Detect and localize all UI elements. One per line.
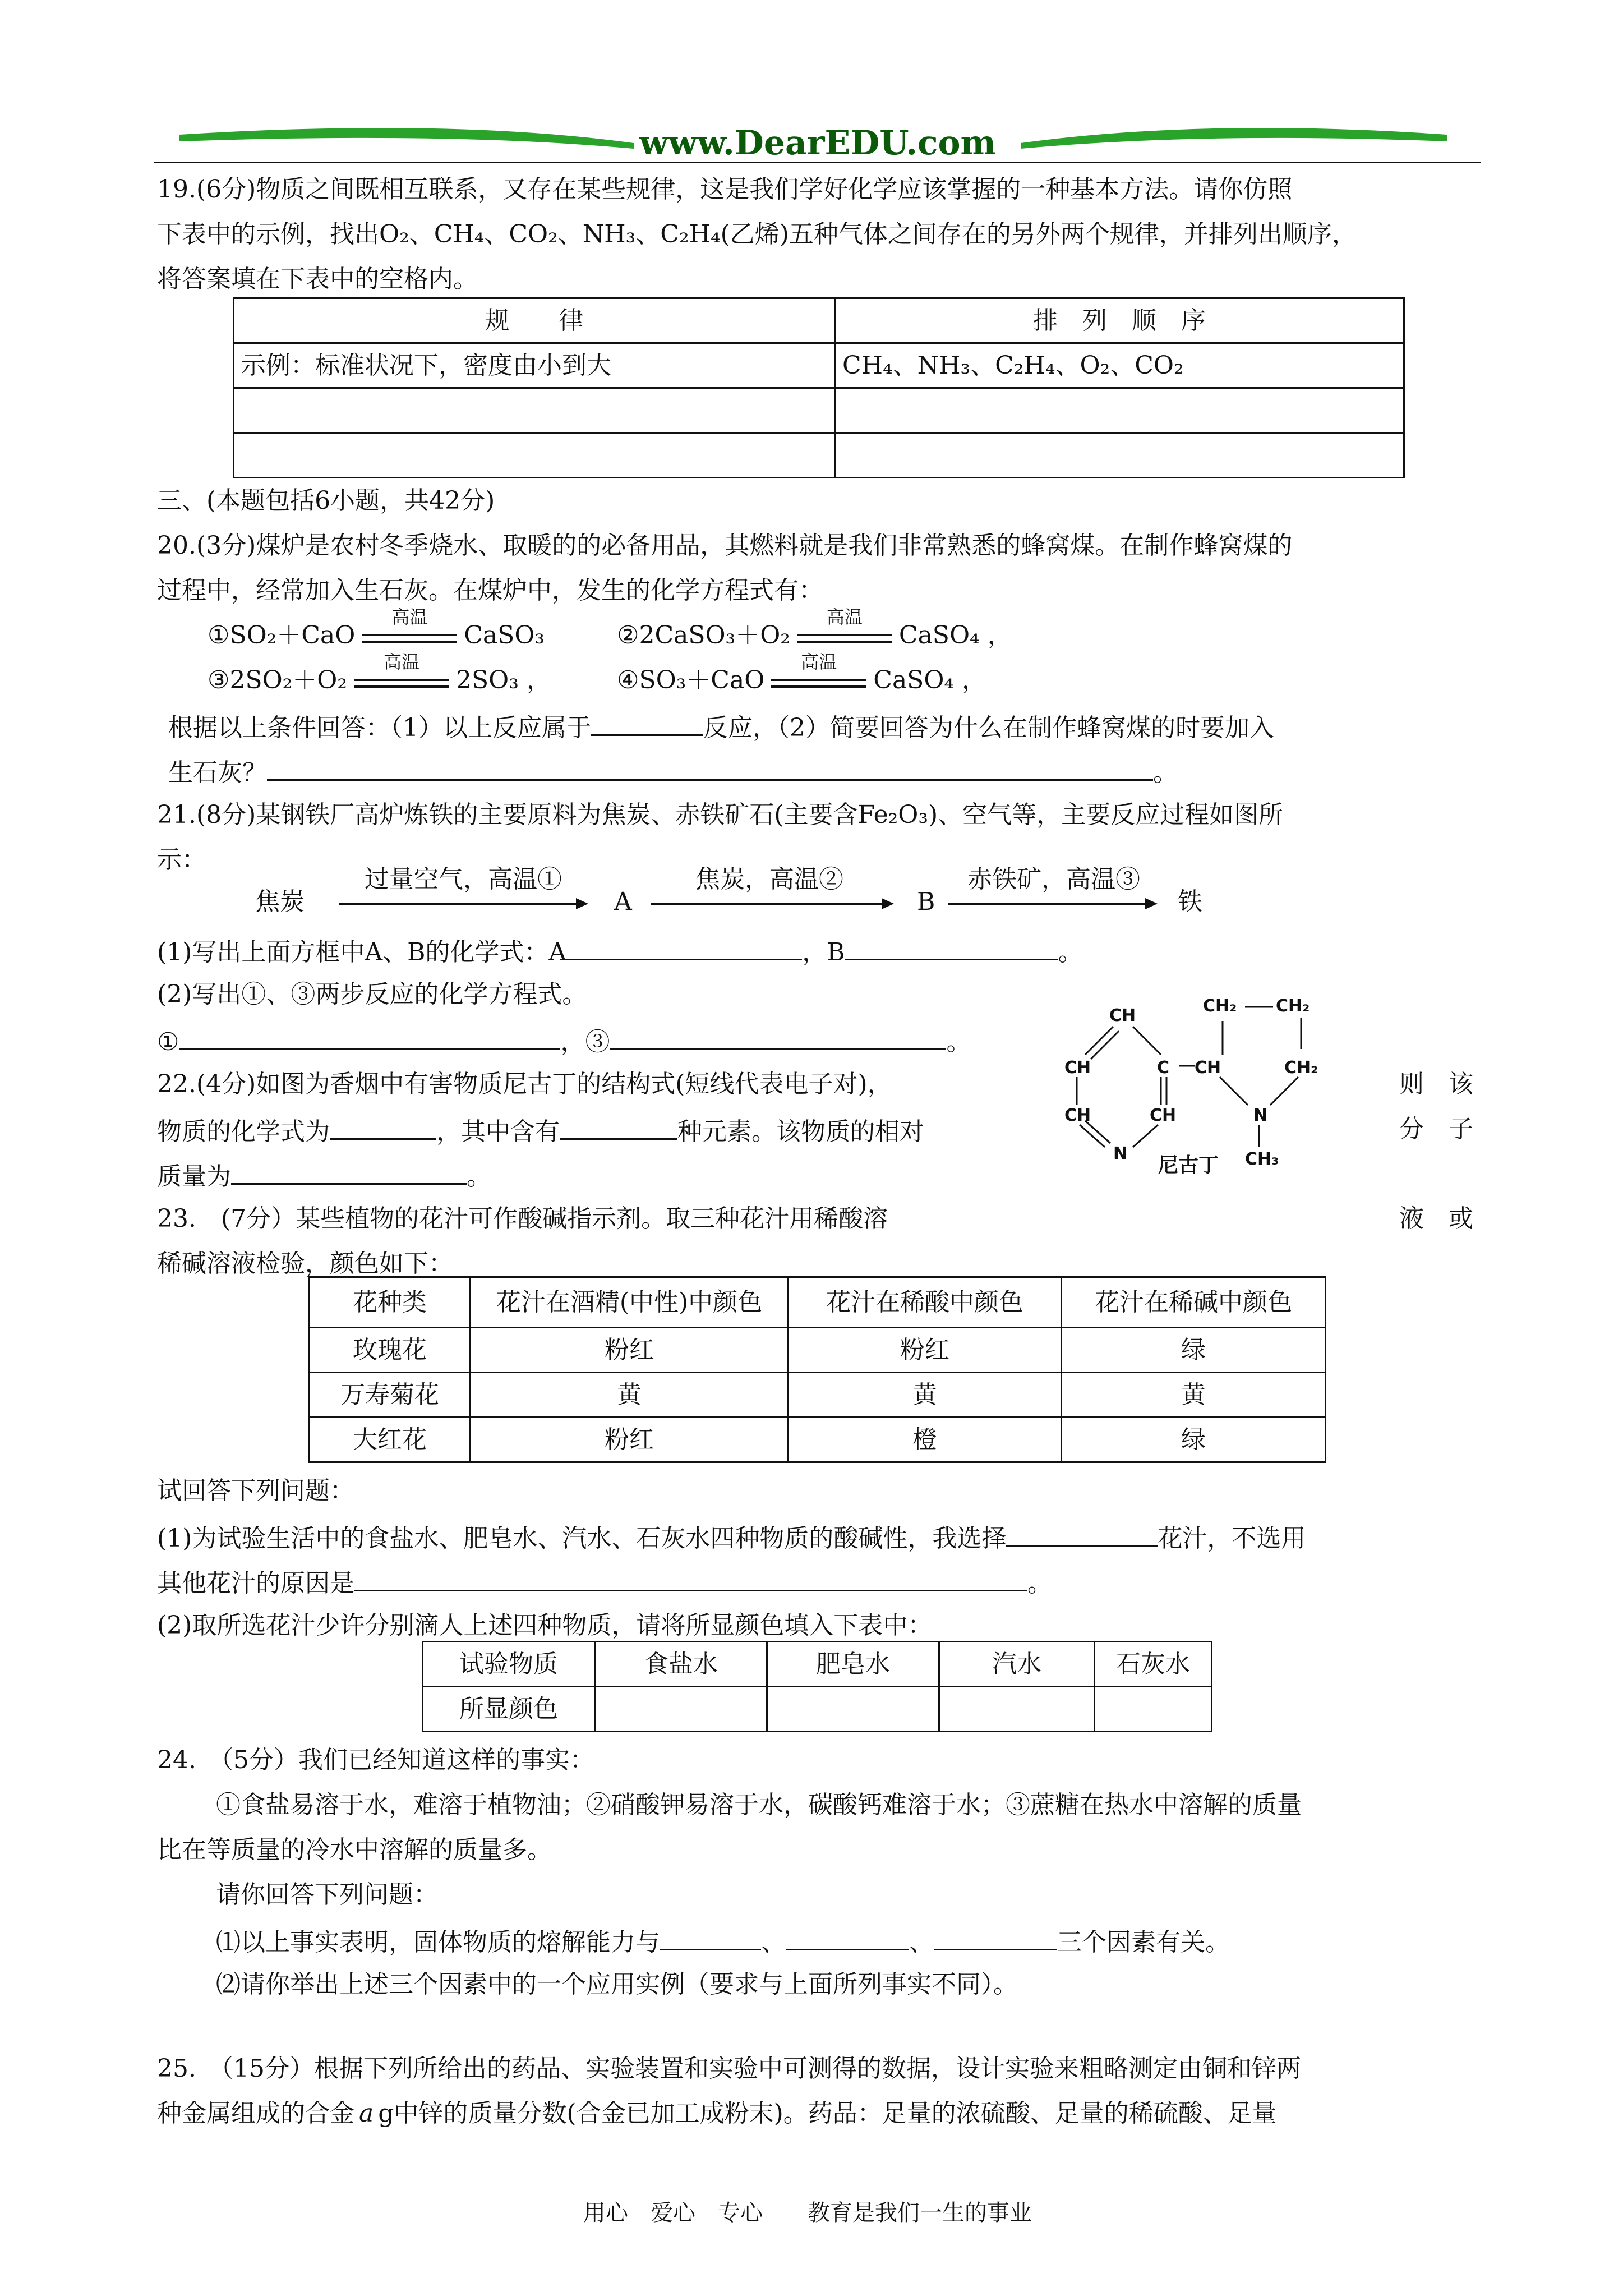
table-cell: 玫瑰花 bbox=[310, 1328, 471, 1373]
q23-blank-flower[interactable] bbox=[1006, 1520, 1158, 1547]
q20-reaction-3: ③2SO₂＋O₂ 高温 2SO₃ ， bbox=[208, 651, 551, 694]
q19-example-rule: 示例：标准状况下，密度由小到大 bbox=[234, 343, 835, 388]
page-footer: 用心 爱心 专心 教育是我们一生的事业 bbox=[583, 2200, 1032, 2226]
flow-node-iron: 铁 bbox=[1178, 887, 1202, 916]
table-cell: 所显颜色 bbox=[423, 1687, 595, 1732]
atom-n-right: N bbox=[1253, 1106, 1268, 1125]
banner-site-text: www.DearEDU.com bbox=[639, 123, 997, 163]
q23-part2: (2)取所选花汁少许分别滴人上述四种物质，请将所显颜色填入下表中： bbox=[157, 1611, 933, 1640]
atom-ch3: CH₃ bbox=[1245, 1149, 1279, 1169]
flow-arrow-2 bbox=[651, 903, 892, 905]
reaction-arrow-4: 高温 bbox=[771, 671, 866, 693]
reaction-arrow-3: 高温 bbox=[354, 671, 449, 693]
q19-rules-table bbox=[233, 297, 1405, 478]
q24-line6: ⑵请你举出上述三个因素中的一个应用实例（要求与上面所列事实不同）。 bbox=[216, 1970, 1018, 1999]
q25-line1: 25. （15分）根据下列所给出的药品、实验装置和实验中可测得的数据，设计实验来粗略测定由铜和锌两 bbox=[157, 2054, 1301, 2083]
q24-line5: ⑴以上事实表明，固体物质的熔解能力与 、 、 三个因素有关。 bbox=[216, 1924, 1230, 1958]
q25-line2: 种金属组成的合金 a g中锌的质量分数(合金已加工成粉末)。药品：足量的浓硫酸、足量的稀硫酸、足量 bbox=[157, 2099, 1277, 2128]
q20-blank-reason[interactable] bbox=[267, 754, 1153, 781]
header-banner bbox=[168, 112, 1458, 168]
q23-header-flower: 花种类 bbox=[310, 1277, 471, 1328]
atom-ch2-right: CH₂ bbox=[1284, 1058, 1318, 1078]
q23-part1: (1)为试验生活中的食盐水、肥皂水、汽水、石灰水四种物质的酸碱性，我选择 花汁，不选用 bbox=[157, 1520, 1306, 1554]
atom-ch-left-2: CH bbox=[1064, 1106, 1091, 1125]
flow-node-b: B bbox=[917, 887, 935, 916]
table-cell: 黄 bbox=[1062, 1373, 1326, 1418]
table-cell: 试验物质 bbox=[423, 1642, 595, 1687]
atom-n-bottom: N bbox=[1113, 1144, 1128, 1163]
q20-line2: 过程中，经常加入生石灰。在煤炉中，发生的化学方程式有： bbox=[157, 576, 823, 605]
reaction-arrow-1: 高温 bbox=[362, 626, 457, 648]
nicotine-label: 尼古丁 bbox=[1158, 1154, 1219, 1177]
q24-line3: 比在等质量的冷水中溶解的质量多。 bbox=[157, 1835, 552, 1864]
q22-line1-right: 则 该 bbox=[1399, 1070, 1473, 1098]
q23-line2: 稀碱溶液检验，颜色如下： bbox=[157, 1249, 453, 1278]
atom-ch-left-1: CH bbox=[1064, 1058, 1091, 1078]
q23-answer-limewater[interactable] bbox=[1095, 1687, 1212, 1732]
table-cell: 粉红 bbox=[471, 1328, 789, 1373]
q19-example-order: CH₄、NH₃、C₂H₄、O₂、CO₂ bbox=[835, 343, 1404, 388]
q24-blank-factor-1[interactable] bbox=[660, 1924, 761, 1950]
flow-label-3: 赤铁矿，高温③ bbox=[967, 865, 1140, 894]
q21-line1: 21.(8分)某钢铁厂高炉炼铁的主要原料为焦炭、赤铁矿石(主要含Fe₂O₃)、空气等，主要反应过程如图所 bbox=[157, 800, 1284, 829]
q23-header-base: 花汁在稀碱中颜色 bbox=[1062, 1277, 1326, 1328]
q22-line3: 质量为 。 bbox=[157, 1158, 491, 1192]
q22-line2-right: 分 子 bbox=[1399, 1115, 1473, 1143]
table-cell: 肥皂水 bbox=[767, 1642, 939, 1687]
atom-ch-mid-2: CH bbox=[1150, 1106, 1177, 1125]
q23-ask: 试回答下列问题： bbox=[157, 1476, 354, 1505]
flow-label-1: 过量空气，高温① bbox=[365, 865, 562, 894]
q21-line2: 示： bbox=[157, 845, 206, 874]
q20-question-line: 根据以上条件回答：（1）以上反应属于 反应，（2）简要回答为什么在制作蜂窝煤的时要加入 bbox=[168, 710, 1274, 743]
q19-line1: 19.(6分)物质之间既相互联系，又存在某些规律，这是我们学好化学应该掌握的一种基本方法。请你仿照 bbox=[157, 175, 1293, 204]
q20-reaction-4: ④SO₃＋CaO 高温 CaSO₄ ， bbox=[617, 651, 987, 694]
q23-answer-salt-water[interactable] bbox=[595, 1687, 767, 1732]
table-cell: 黄 bbox=[789, 1373, 1062, 1418]
q19-answer-rule-1[interactable] bbox=[234, 388, 835, 433]
flow-label-2: 焦炭，高温② bbox=[695, 865, 843, 894]
q20-reaction-1: ①SO₂＋CaO 高温 CaSO₃ bbox=[208, 606, 545, 650]
reaction-arrow-2: 高温 bbox=[797, 626, 892, 648]
section-3-title: 三、(本题包括6小题，共42分) bbox=[157, 486, 495, 515]
q21-blank-eq3[interactable] bbox=[610, 1024, 946, 1050]
q20-line1: 20.(3分)煤炉是农村冬季烧水、取暖的的必备用品，其燃料就是我们非常熟悉的蜂窝煤。在制作蜂窝煤的 bbox=[157, 531, 1293, 560]
q21-part2: (2)写出①、③两步反应的化学方程式。 bbox=[157, 980, 587, 1009]
table-cell: 大红花 bbox=[310, 1418, 471, 1462]
table-cell: 万寿菊花 bbox=[310, 1373, 471, 1418]
q21-blank-b[interactable] bbox=[845, 934, 1058, 960]
header-rule bbox=[154, 162, 1481, 163]
q21-flow-diagram bbox=[0, 864, 1623, 926]
table-cell: 黄 bbox=[471, 1373, 789, 1418]
q20-reaction-2: ②2CaSO₃＋O₂ 高温 CaSO₄ ， bbox=[617, 606, 1012, 650]
q23-part1-line2: 其他花汁的原因是 。 bbox=[157, 1565, 1052, 1599]
q19-answer-rule-2[interactable] bbox=[234, 433, 835, 478]
table-cell: 食盐水 bbox=[595, 1642, 767, 1687]
atom-ch-top: CH bbox=[1109, 1006, 1136, 1025]
q23-answer-soap-water[interactable] bbox=[767, 1687, 939, 1732]
q21-blank-a[interactable] bbox=[566, 934, 802, 960]
q21-part3: ① ，③ 。 bbox=[157, 1024, 971, 1057]
q19-answer-order-2[interactable] bbox=[835, 433, 1404, 478]
q22-line2: 物质的化学式为 ，其中含有 种元素。该物质的相对 bbox=[157, 1114, 924, 1147]
table-cell: 绿 bbox=[1062, 1328, 1326, 1373]
q22-blank-formula[interactable] bbox=[330, 1114, 436, 1140]
atom-ch2-top-left: CH₂ bbox=[1203, 996, 1237, 1016]
table-cell: 汽水 bbox=[939, 1642, 1095, 1687]
flow-node-a: A bbox=[614, 887, 632, 916]
q22-blank-mass[interactable] bbox=[231, 1158, 467, 1185]
q23-result-table bbox=[422, 1641, 1212, 1732]
flow-arrow-3 bbox=[948, 903, 1155, 905]
q24-line1: 24. （5分）我们已经知道这样的事实： bbox=[157, 1746, 594, 1774]
q21-part1: (1)写出上面方框中A、B的化学式：A ，B 。 bbox=[157, 934, 1083, 968]
flow-node-coke: 焦炭 bbox=[255, 887, 305, 916]
q22-line1: 22.(4分)如图为香烟中有害物质尼古丁的结构式(短线代表电子对)， bbox=[157, 1070, 892, 1098]
q24-blank-factor-3[interactable] bbox=[934, 1924, 1057, 1950]
table-cell: 粉红 bbox=[471, 1418, 789, 1462]
table-cell: 粉红 bbox=[789, 1328, 1062, 1373]
q23-header-neutral: 花汁在酒精(中性)中颜色 bbox=[471, 1277, 789, 1328]
q23-header-acid: 花汁在稀酸中颜色 bbox=[789, 1277, 1062, 1328]
flow-arrow-1 bbox=[339, 903, 586, 905]
atom-ch2-top-right: CH₂ bbox=[1276, 996, 1310, 1016]
atom-c: C bbox=[1157, 1058, 1170, 1078]
q23-line1: 23. (7分）某些植物的花汁可作酸碱指示剂。取三种花汁用稀酸溶 bbox=[157, 1204, 888, 1233]
q24-line4: 请你回答下列问题： bbox=[216, 1880, 438, 1909]
q19-header-rule: 规 律 bbox=[234, 298, 835, 343]
q23-blank-reason[interactable] bbox=[354, 1565, 1027, 1591]
q24-blank-factor-2[interactable] bbox=[786, 1924, 909, 1950]
table-cell: 绿 bbox=[1062, 1418, 1326, 1462]
q23-indicator-table bbox=[308, 1276, 1326, 1463]
table-cell: 石灰水 bbox=[1095, 1642, 1212, 1687]
nicotine-structure bbox=[1054, 993, 1368, 1200]
q24-line2: ①食盐易溶于水，难溶于植物油；②硝酸钾易溶于水，碳酸钙难溶于水；③蔗糖在热水中溶解的质量 bbox=[216, 1791, 1302, 1819]
q19-line3: 将答案填在下表中的空格内。 bbox=[157, 265, 478, 293]
atom-ch-mid: CH bbox=[1195, 1058, 1221, 1078]
q21-blank-eq1[interactable] bbox=[179, 1024, 560, 1050]
q22-blank-elements[interactable] bbox=[560, 1114, 677, 1140]
table-cell: 橙 bbox=[789, 1418, 1062, 1462]
q19-line2: 下表中的示例，找出O₂、CH₄、CO₂、NH₃、C₂H₄(乙烯)五种气体之间存在的另外两个规律，并排列出顺序， bbox=[157, 220, 1357, 249]
q19-header-order: 排 列 顺 序 bbox=[835, 298, 1404, 343]
q19-answer-order-1[interactable] bbox=[835, 388, 1404, 433]
q20-blank-reaction-type[interactable] bbox=[591, 710, 703, 736]
q23-line1-right: 液 或 bbox=[1399, 1204, 1473, 1233]
q20-question-line-2: 生石灰？ 。 bbox=[168, 754, 1178, 788]
q23-answer-soda[interactable] bbox=[939, 1687, 1095, 1732]
